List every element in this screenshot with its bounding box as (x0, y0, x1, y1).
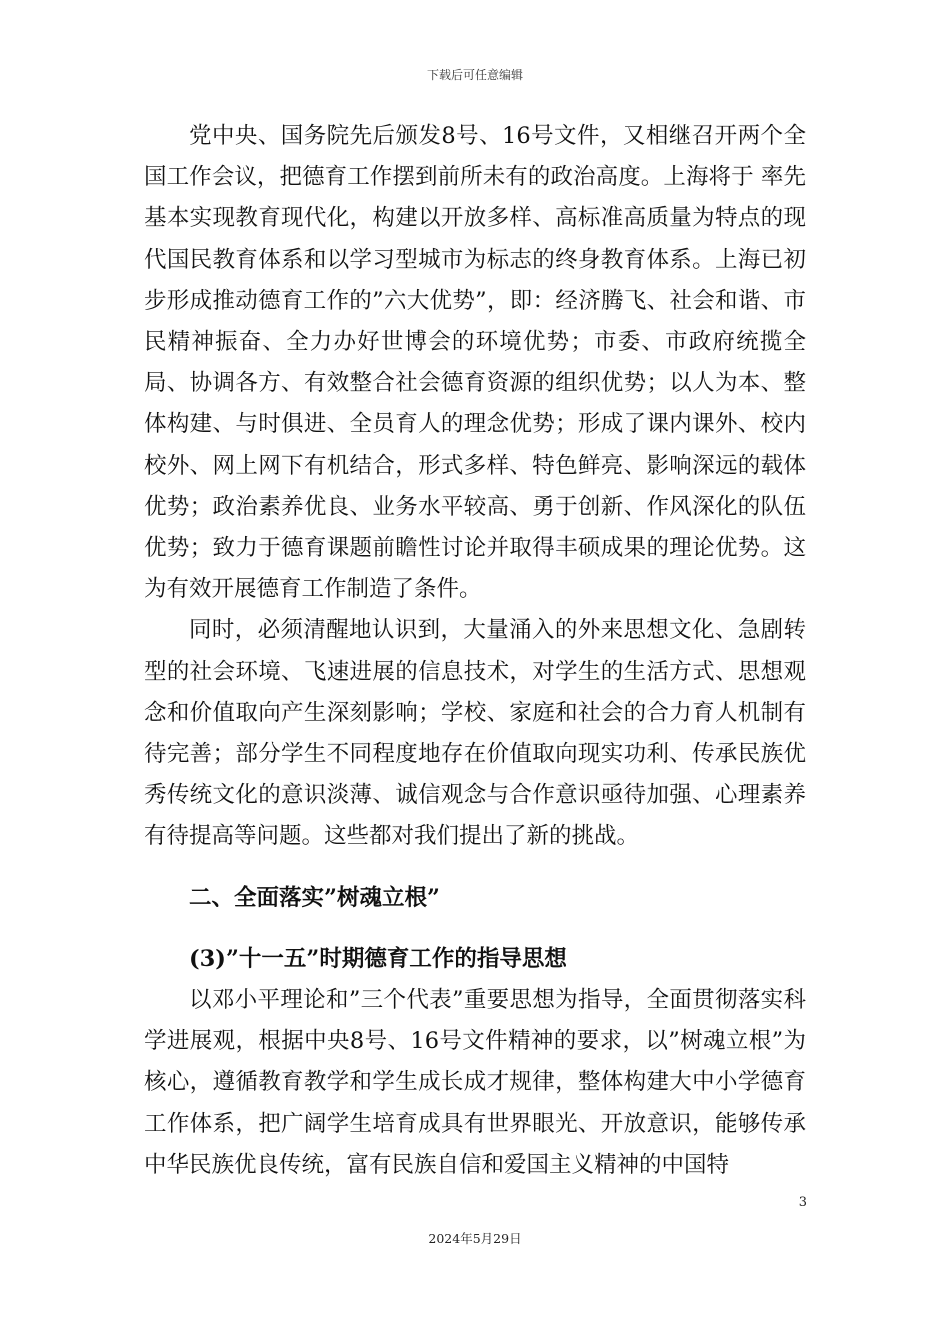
paragraph-2: 同时，必须清醒地认识到，大量涌入的外来思想文化、急剧转型的社会环境、飞速进展的信息技术，对学生的生活方式、思想观念和价值取向产生深刻影响；学校、家庭和社会的合力育人机制有待完善；部分学生不同程度地存在价值取向现实功利、传承民族优秀传统文化的意识淡薄、诚信观念与合作意识亟待加强、心理素养有待提高等问题。这些都对我们提出了新的挑战。 (144, 617, 806, 850)
paragraph-1: 党中央、国务院先后颁发8号、16号文件，又相继召开两个全国工作会议，把德育工作摆到前所未有的政治高度。上海将于 率先基本实现教育现代化，构建以开放多样、高标准高质量为特点的现代国民教育体系和以学习型城市为标志的终身教育体系。上海已初步形成推动德育工作的”六大优势”，即：经济腾飞、社会和谐、市民精神振奋、全力办好世博会的环境优势；市委、市政府统揽全局、协调各方、有效整合社会德育资源的组织优势；以人为本、整体构建、与时俱进、全员育人的理念优势；形成了课内课外、校内校外、网上网下有机结合，形式多样、特色鲜亮、影响深远的载体优势；政治素养优良、业务水平较高、勇于创新、作风深化的队伍优势；致力于德育课题前瞻性讨论并取得丰硕成果的理论优势。这为有效开展德育工作制造了条件。 (144, 123, 806, 603)
page-footer-date: 2024年5月29日 (428, 1231, 522, 1246)
subsection-heading: (3)”十一五”时期德育工作的指导思想 (189, 945, 567, 972)
page-header: 下载后可任意编辑 (426, 68, 523, 82)
section-heading: 二、全面落实”树魂立根” (189, 884, 440, 911)
page-number: 3 (798, 1195, 807, 1210)
paragraph-3: 以邓小平理论和”三个代表”重要思想为指导，全面贯彻落实科学进展观，根据中央8号、16号文件精神的要求，以”树魂立根”为核心，遵循教育教学和学生成长成才规律，整体构建大中小学德育工作体系，把广阔学生培育成具有世界眼光、开放意识，能够传承中华民族优良传统，富有民族自信和爱国主义精神的中国特 (144, 987, 806, 1178)
document-body (144, 116, 806, 1186)
